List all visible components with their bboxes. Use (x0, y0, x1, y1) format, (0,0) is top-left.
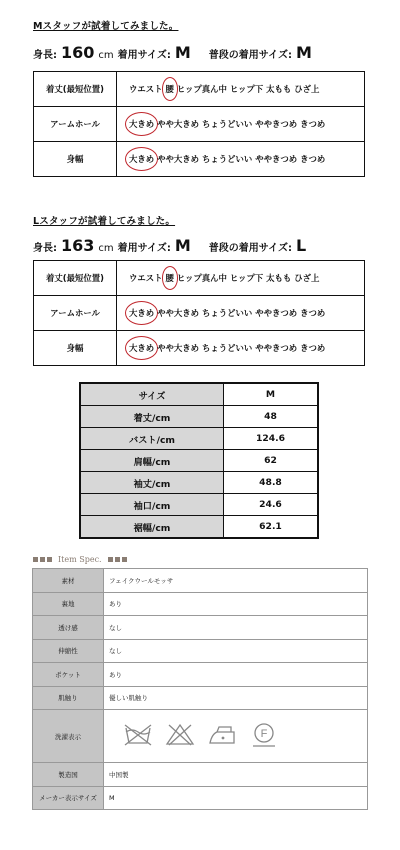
spec-key: 素材 (33, 569, 104, 593)
m-staff-title: Mスタッフが試着してみました。 (33, 21, 179, 32)
spec-key: メーカー表示サイズ (33, 786, 104, 810)
fit-row-options (117, 331, 365, 366)
fit-row (34, 107, 365, 142)
height-value: 163 (61, 236, 95, 255)
measurement-value: 62.1 (224, 516, 319, 539)
spec-value: 優しい肌触り (104, 686, 368, 710)
fit-option: やや大きめ (157, 308, 199, 318)
measurement-value: 48.8 (224, 472, 319, 494)
spec-row (33, 763, 368, 787)
fit-option: 太もも (266, 273, 292, 283)
spec-value: なし (104, 639, 368, 663)
measurement-row (80, 494, 318, 516)
measurement-value: 24.6 (224, 494, 319, 516)
measurement-row (80, 472, 318, 494)
fit-option: ちょうどいい (202, 119, 253, 129)
fit-row-label: 身幅 (34, 331, 117, 366)
fit-row-options (117, 142, 365, 177)
fit-option: ややきつめ (255, 308, 298, 318)
fit-option-selected: 大きめ (129, 154, 155, 164)
fit-option: ヒップ下 (229, 273, 264, 283)
fit-row (34, 261, 365, 296)
fit-option: きつめ (300, 119, 326, 129)
fit-option: きつめ (300, 154, 326, 164)
measurement-header-key: サイズ (80, 383, 224, 406)
spec-row (33, 639, 368, 663)
fit-option: やや大きめ (157, 119, 199, 129)
measurement-value: 62 (224, 450, 319, 472)
item-spec-table (32, 568, 368, 810)
usual-size-label: 普段の着用サイズ: (208, 50, 292, 61)
fit-option: ヒップ真ん中 (176, 273, 227, 283)
worn-size-value: M (174, 236, 191, 255)
measurement-row (80, 406, 318, 428)
size-measurement-table (79, 382, 319, 539)
fit-option: きつめ (300, 308, 326, 318)
fit-option: やや大きめ (157, 154, 199, 164)
spec-value: フェイクウールモッサ (104, 569, 368, 593)
height-value: 160 (61, 43, 95, 62)
iron-low-icon (207, 723, 237, 749)
fit-option-selected: 大きめ (129, 343, 155, 353)
measurement-row (80, 450, 318, 472)
fit-option-selected: 大きめ (129, 308, 155, 318)
wash-icons (109, 722, 367, 750)
fit-row-options (117, 72, 365, 107)
fit-row-label: 着丈(最短位置) (34, 72, 117, 107)
fit-option-selected: 腰 (165, 273, 174, 283)
svg-text:F: F (260, 728, 268, 740)
spec-key: 製造国 (33, 763, 104, 787)
measurement-key: バスト/cm (80, 428, 224, 450)
spec-row (33, 663, 368, 687)
dry-clean-f-icon (249, 722, 279, 750)
usual-size-label: 普段の着用サイズ: (208, 243, 292, 254)
measurement-value: 124.6 (224, 428, 319, 450)
no-wash-icon (123, 723, 153, 749)
spec-row (33, 592, 368, 616)
spec-key: 伸縮性 (33, 639, 104, 663)
worn-size-label: 着用サイズ: (117, 243, 171, 254)
fit-row (34, 331, 365, 366)
measurement-row (80, 428, 318, 450)
no-bleach-icon (165, 723, 195, 749)
spec-key: ポケット (33, 663, 104, 687)
height-unit: cm (98, 243, 114, 254)
fit-option: ヒップ下 (229, 84, 264, 94)
spec-key: 肌触り (33, 686, 104, 710)
fit-row-label: アームホール (34, 296, 117, 331)
fit-option: ウエスト (129, 84, 163, 94)
spec-value: あり (104, 663, 368, 687)
measurement-key: 袖丈/cm (80, 472, 224, 494)
fit-option: きつめ (300, 343, 326, 353)
fit-option-selected: 腰 (165, 84, 174, 94)
fit-row (34, 296, 365, 331)
fit-row-label: 身幅 (34, 142, 117, 177)
fit-row-label: アームホール (34, 107, 117, 142)
measurement-key: 裾幅/cm (80, 516, 224, 539)
fit-row-options (117, 107, 365, 142)
fit-option: ややきつめ (255, 119, 298, 129)
fit-option: ちょうどいい (202, 154, 253, 164)
fit-option: ややきつめ (255, 343, 298, 353)
spec-value (104, 710, 368, 763)
fit-option: 太もも (266, 84, 292, 94)
fit-row (34, 142, 365, 177)
l-staff-title: Lスタッフが試着してみました。 (33, 216, 176, 227)
spec-value: M (104, 786, 368, 810)
fit-row-options (117, 261, 365, 296)
fit-option: ひざ上 (294, 273, 320, 283)
spec-value: 中国製 (104, 763, 368, 787)
fit-option: ちょうどいい (202, 308, 253, 318)
spec-row (33, 686, 368, 710)
heading-deco-left (33, 557, 52, 562)
spec-row (33, 710, 368, 763)
spec-value: あり (104, 592, 368, 616)
measurement-row (80, 516, 318, 539)
fit-row-label: 着丈(最短位置) (34, 261, 117, 296)
m-staff-size-line (33, 43, 312, 62)
fit-option: ややきつめ (255, 154, 298, 164)
spec-row (33, 786, 368, 810)
height-label: 身長: (33, 243, 57, 254)
measurement-header-row (80, 383, 318, 406)
worn-size-value: M (174, 43, 191, 62)
heading-deco-right (108, 557, 127, 562)
fit-option: ウエスト (129, 273, 163, 283)
fit-option-selected: 大きめ (129, 119, 155, 129)
fit-row (34, 72, 365, 107)
m-staff-fit-table (33, 71, 365, 177)
measurement-key: 袖口/cm (80, 494, 224, 516)
measurement-key: 着丈/cm (80, 406, 224, 428)
worn-size-label: 着用サイズ: (117, 50, 171, 61)
spec-key: 裏地 (33, 592, 104, 616)
fit-option: ちょうどいい (202, 343, 253, 353)
item-spec-title: Item Spec. (58, 555, 102, 564)
fit-option: ひざ上 (294, 84, 320, 94)
l-staff-fit-table (33, 260, 365, 366)
fit-option: やや大きめ (157, 343, 199, 353)
spec-row (33, 569, 368, 593)
spec-key: 洗濯表示 (33, 710, 104, 763)
spec-value: なし (104, 616, 368, 640)
usual-size-value: M (295, 43, 312, 62)
item-spec-heading (33, 555, 127, 564)
measurement-value: 48 (224, 406, 319, 428)
spec-key: 透け感 (33, 616, 104, 640)
fit-row-options (117, 296, 365, 331)
fit-option: ヒップ真ん中 (176, 84, 227, 94)
measurement-header-value: M (224, 383, 319, 406)
spec-row (33, 616, 368, 640)
height-label: 身長: (33, 50, 57, 61)
height-unit: cm (98, 50, 114, 61)
l-staff-size-line (33, 236, 306, 255)
usual-size-value: L (295, 236, 307, 255)
measurement-key: 肩幅/cm (80, 450, 224, 472)
